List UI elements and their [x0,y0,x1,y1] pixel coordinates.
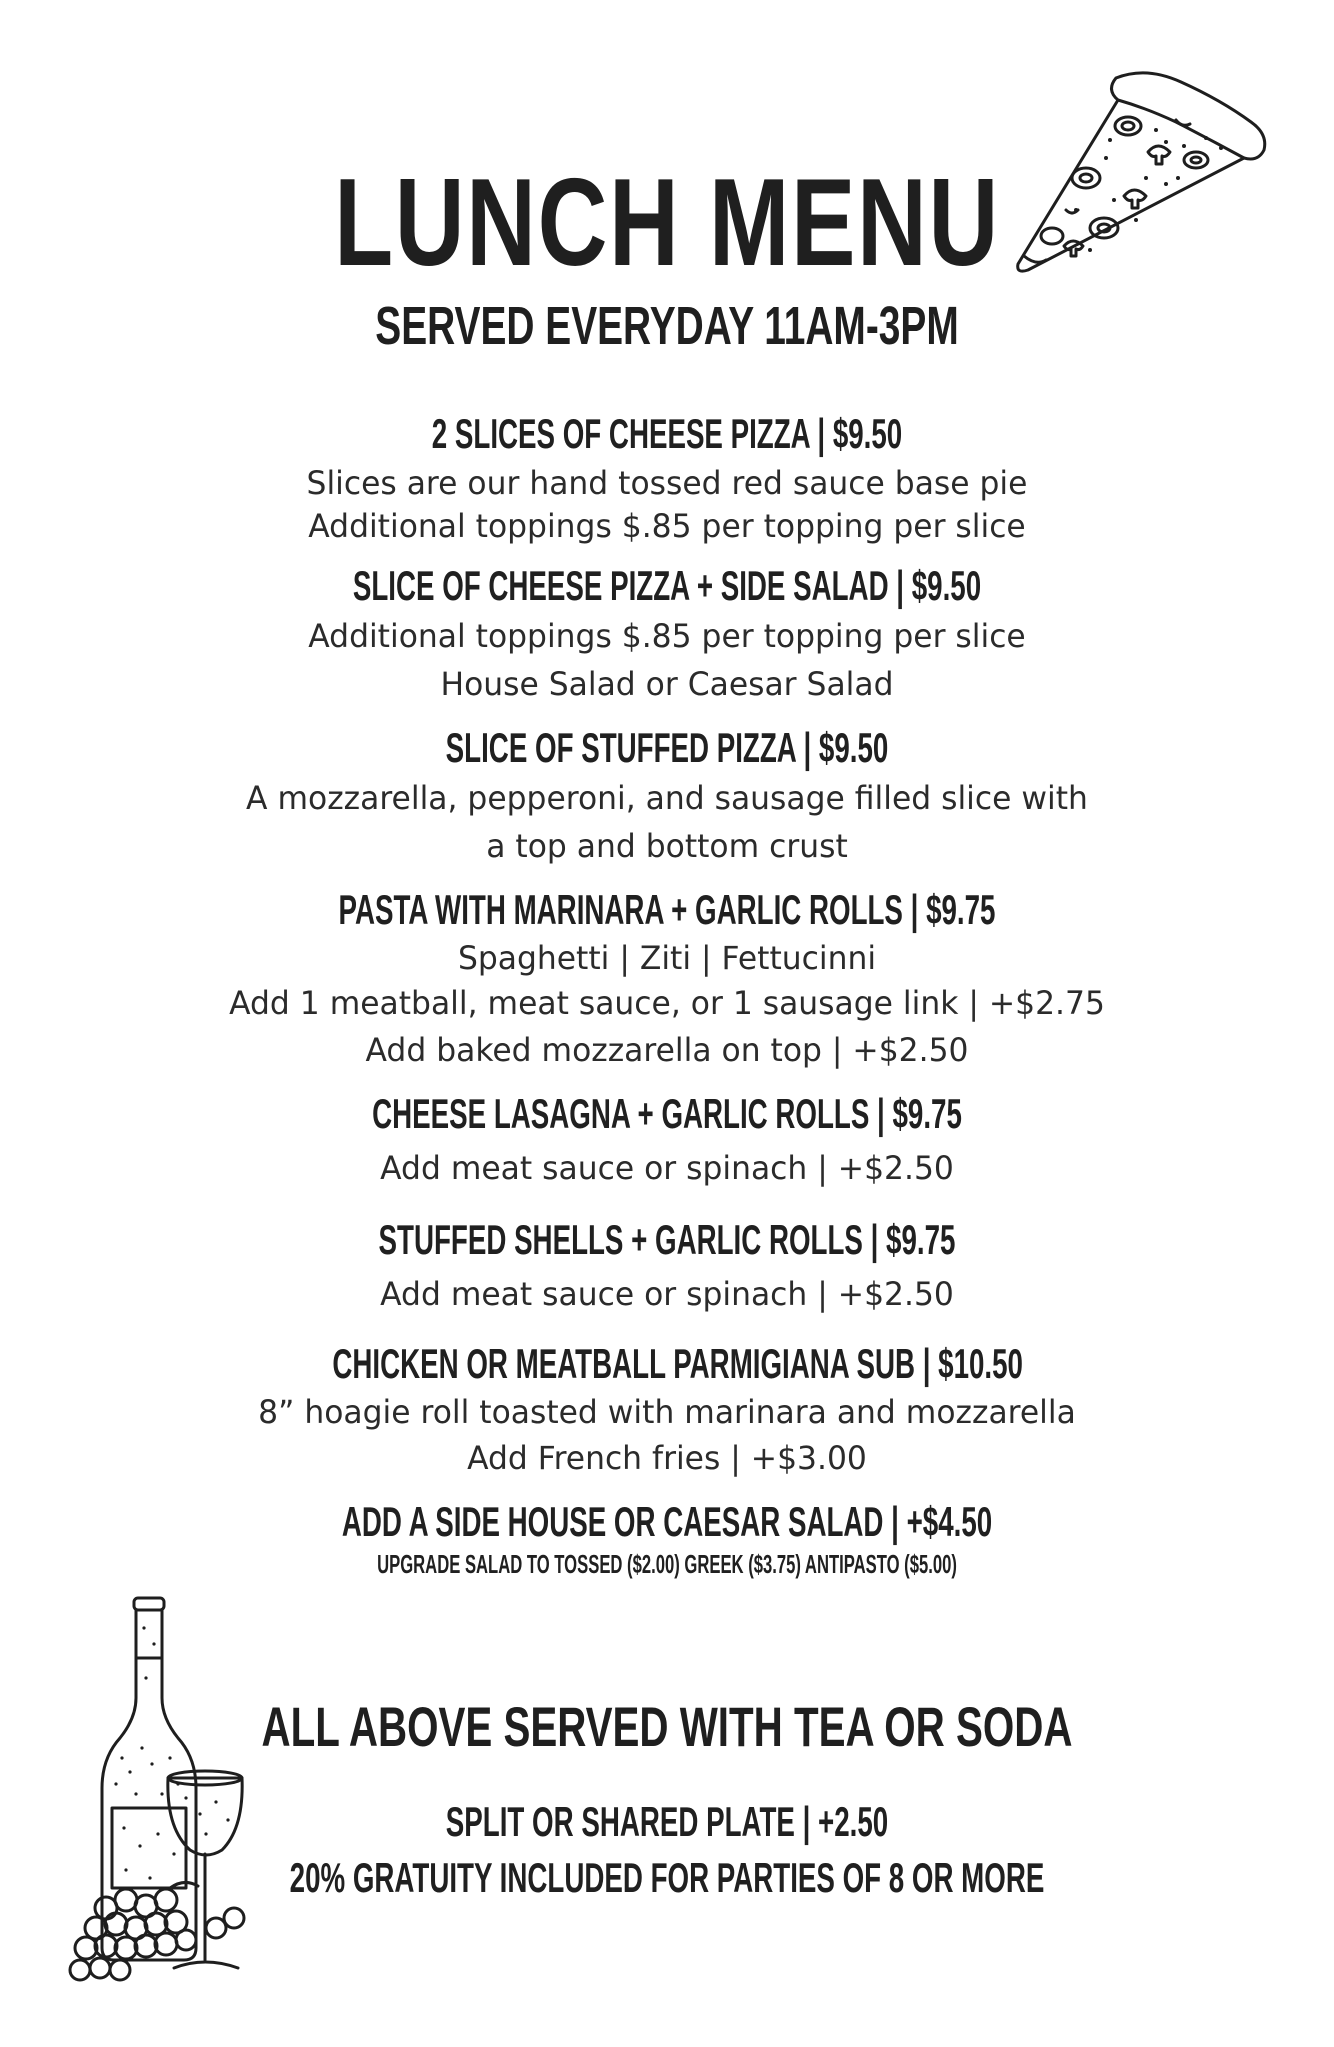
menu-item [160,1214,1174,1322]
menu-item [160,1088,1174,1196]
menu-item-description: Add meat sauce or spinach | +$2.50 [380,1275,954,1313]
page-title: LUNCH MENU [334,154,1000,292]
menu-item-name: ADD A SIDE HOUSE OR CAESAR SALAD | +$4.50 [341,1498,993,1545]
menu-items [160,408,1174,1580]
menu-item-name: CHEESE LASAGNA + GARLIC ROLLS | $9.75 [372,1090,962,1137]
menu-item-description: Add 1 meatball, meat sauce, or 1 sausage link | +$2.75 [229,984,1105,1022]
menu-item-description: Add baked mozzarella on top | +$2.50 [365,1031,969,1069]
menu-item [160,1338,1174,1482]
menu-item [160,1496,1174,1580]
menu-item [160,560,1174,708]
menu-item-name: CHICKEN OR MEATBALL PARMIGIANA SUB | $10.50 [332,1340,1023,1387]
menu-item-description: Add meat sauce or spinach | +$2.50 [380,1149,954,1187]
menu-item [160,722,1174,870]
menu-item-name: 2 SLICES OF CHEESE PIZZA | $9.50 [431,410,903,457]
split-plate-fee: SPLIT OR SHARED PLATE | +2.50 [445,1798,889,1845]
menu-item-description: Add French fries | +$3.00 [467,1439,867,1477]
menu-item [160,884,1174,1074]
menu-item-description: House Salad or Caesar Salad [440,665,894,703]
served-with-drink: ALL ABOVE SERVED WITH TEA OR SODA [261,1695,1073,1758]
menu-item-name: SLICE OF CHEESE PIZZA + SIDE SALAD | $9.50 [352,562,982,609]
gratuity-note: 20% GRATUITY INCLUDED FOR PARTIES OF 8 OR MORE [289,1854,1045,1901]
menu-item-description: Spaghetti | Ziti | Fettucinni [457,939,877,977]
menu-item-description: Additional toppings $.85 per topping per slice [308,617,1026,655]
menu-item-description: a top and bottom crust [486,827,848,865]
menu-item [160,408,1174,546]
menu-item-name: PASTA WITH MARINARA + GARLIC ROLLS | $9.75 [338,886,996,933]
menu-item-description: A mozzarella, pepperoni, and sausage filled slice with [246,779,1088,817]
menu-item-description: Slices are our hand tossed red sauce base pie [306,464,1028,502]
wine-bottle-glass-grapes-icon [66,1588,266,1998]
menu-item-name: STUFFED SHELLS + GARLIC ROLLS | $9.75 [378,1216,956,1263]
upgrade-note: UPGRADE SALAD TO TOSSED ($2.00) GREEK ($3.75) ANTIPASTO ($5.00) [377,1549,957,1579]
menu-item-description: Additional toppings $.85 per topping per slice [308,507,1026,545]
menu-item-description: 8” hoagie roll toasted with marinara and mozzarella [258,1393,1076,1431]
page-subtitle: SERVED EVERYDAY 11AM-3PM [375,296,959,356]
menu-item-name: SLICE OF STUFFED PIZZA | $9.50 [445,724,889,771]
